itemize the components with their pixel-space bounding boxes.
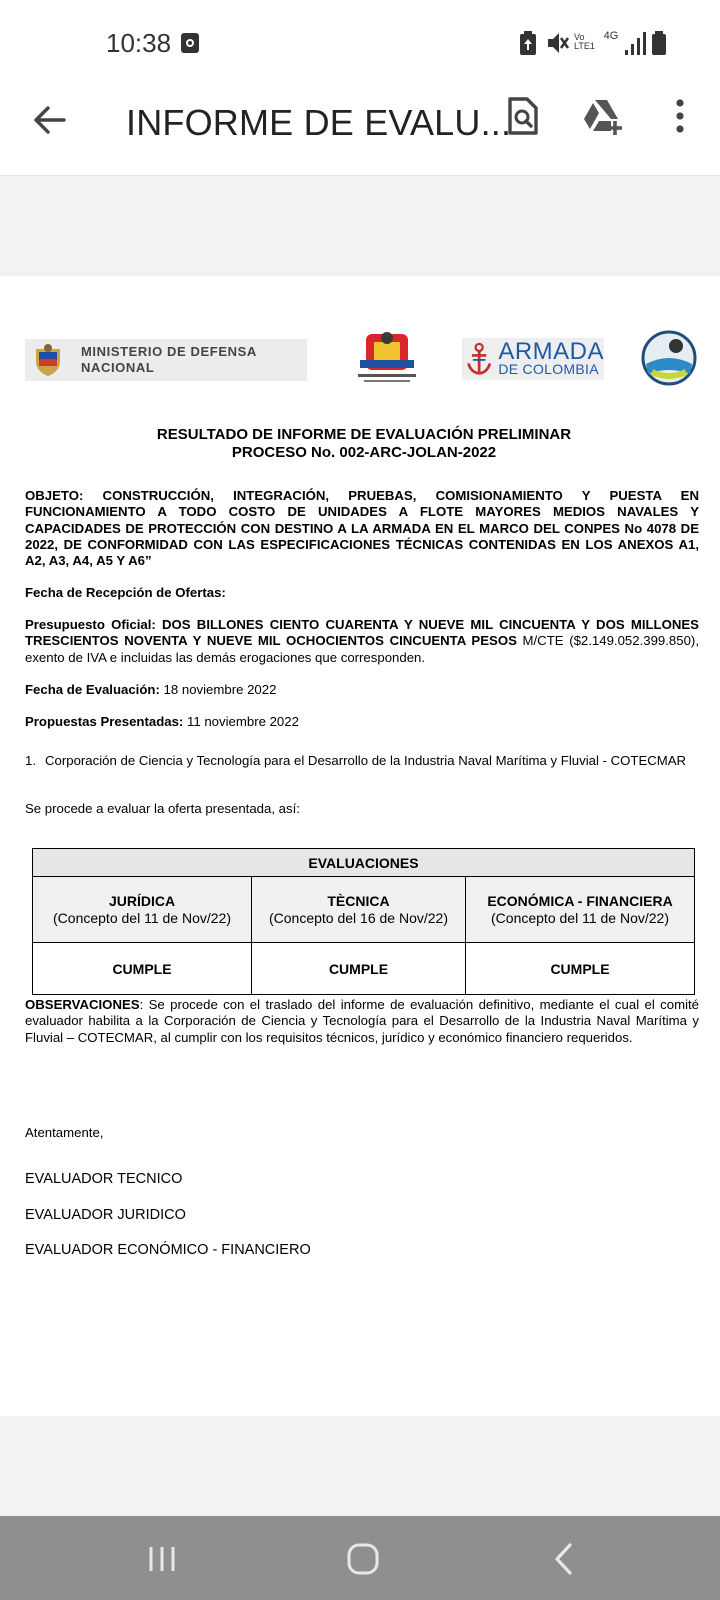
report-title-line-1: RESULTADO DE INFORME DE EVALUACIÓN PRELIMINAR — [156, 426, 572, 443]
ministerio-defensa-logo — [25, 339, 307, 381]
armada-logo-text-1: ARMADA — [498, 338, 604, 365]
battery-icon — [651, 30, 667, 56]
eval-result-tecnica: CUMPLE — [252, 943, 466, 995]
eval-category-name: ECONÓMICA - FINANCIERA — [487, 892, 673, 909]
oferente-name: Corporación de Ciencia y Tecnología para el Desarrollo de la Industria Naval Marítima y Fluvial - COTECMAR — [45, 753, 687, 768]
find-in-document-button[interactable] — [499, 92, 547, 140]
procede-text: Se procede a evaluar la oferta presentada, así: — [25, 801, 300, 816]
signal-icon — [624, 30, 646, 56]
armada-colombia-logo — [462, 338, 604, 380]
eval-category-concept: (Concepto del 16 de Nov/22) — [269, 909, 448, 926]
presupuesto-amount-detail: M/CTE ($2.149.052.399.850), exento de IVA e incluidas las demás erogaciones que corresponden. — [25, 633, 699, 665]
oferente-number: 1. — [25, 753, 36, 768]
observaciones-paragraph — [25, 997, 699, 1046]
fecha-evaluacion — [25, 682, 699, 698]
recent-apps-icon — [147, 1544, 177, 1574]
document-viewer-margin-top — [0, 176, 720, 276]
recent-apps-button[interactable] — [132, 1534, 192, 1584]
propuestas-label: Propuestas Presentadas: — [25, 714, 184, 729]
home-icon — [346, 1542, 380, 1576]
eval-category-concept: (Concepto del 11 de Nov/22) — [53, 909, 231, 926]
back-icon — [552, 1542, 576, 1576]
screenshot-indicator-icon — [180, 32, 200, 54]
status-bar — [0, 0, 720, 80]
eval-result-economica: CUMPLE — [466, 943, 695, 995]
fecha-evaluacion-value: 18 noviembre 2022 — [163, 682, 277, 697]
add-to-drive-icon — [583, 97, 625, 135]
evaluation-table-header: EVALUACIONES — [33, 849, 695, 877]
bicentenario-logo — [640, 330, 698, 386]
eval-category-juridica — [33, 877, 252, 943]
propuestas-presentadas — [25, 714, 699, 730]
volte-icon: Vo LTE1 — [574, 32, 595, 51]
document-viewer-margin-bottom — [0, 1416, 720, 1516]
4g-icon: 4G — [603, 30, 619, 42]
system-navigation-bar — [0, 1516, 720, 1600]
home-button[interactable] — [333, 1534, 393, 1584]
add-to-drive-button[interactable] — [580, 92, 628, 140]
eval-category-tecnica — [252, 877, 466, 943]
app-bar — [0, 80, 720, 176]
coat-of-arms-icon — [33, 343, 63, 377]
ministerio-logo-text: MINISTERIO DE DEFENSA NACIONAL — [81, 344, 257, 375]
fecha-recepcion-label: Fecha de Recepción de Ofertas: — [25, 585, 226, 600]
presupuesto-amount-words: DOS BILLONES CIENTO CUARENTA Y NUEVE MIL CINCUENTA Y DOS MILLONES TRESCIENTOS NOVENTA Y NUEVE MIL OCHOCIENTOS CINCUENTA PESOS — [25, 617, 699, 649]
observaciones-label: OBSERVACIONES — [25, 997, 140, 1012]
presupuesto-paragraph — [25, 617, 699, 666]
fuerzas-militares-logo — [350, 330, 424, 386]
status-time: 10:38 — [106, 28, 172, 58]
atentamente-text: Atentamente, — [25, 1125, 104, 1140]
back-button[interactable] — [28, 98, 72, 142]
more-vertical-icon — [674, 98, 686, 134]
propuestas-value: 11 noviembre 2022 — [187, 714, 299, 729]
nav-back-button[interactable] — [534, 1534, 594, 1584]
eval-category-name: JURÍDICA — [108, 892, 176, 909]
battery-saver-icon — [519, 30, 537, 56]
objeto-paragraph: OBJETO: CONSTRUCCIÓN, INTEGRACIÓN, PRUEBAS, COMISIONAMIENTO Y PUESTA EN FUNCIONAMIENTO A TODO COSTO DE UNIDADES A FLOTE MAYORES MEDIOS NAVALES Y CAPACIDADES DE PROTECCIÓN CON DESTINO A LA ARMADA EN EL MARCO DEL CONPES No 4078 DE 2022, DE CONFORMIDAD CON LAS ESPECIFICACIONES TÉCNICAS CONTENIDAS EN LOS ANEXOS A1, A2, A3, A4, A5 Y A6” — [25, 488, 699, 569]
eval-result-juridica: CUMPLE — [33, 943, 252, 995]
presupuesto-label: Presupuesto Oficial: — [25, 617, 156, 632]
fecha-evaluacion-label: Fecha de Evaluación: — [25, 682, 160, 697]
oferente-list-item — [25, 753, 699, 769]
document-search-icon — [506, 96, 540, 136]
firma-evaluador-economico: EVALUADOR ECONÓMICO - FINANCIERO — [25, 1242, 311, 1258]
document-page[interactable] — [0, 276, 720, 1416]
eval-category-economica — [466, 877, 695, 943]
document-title: INFORME DE EVALU... — [126, 102, 512, 143]
header-logos — [0, 336, 720, 396]
report-title — [0, 426, 720, 462]
observaciones-text: : Se procede con el traslado del informe de evaluación definitivo, mediante el cual el comité evaluador habilita a la Corporación de Ciencia y Tecnología para el Desarrollo de la Industria Naval Marítima y Fluvial – COTECMAR, al cumplir con los requisitos técnicos, jurídico y económico financiero requeridos. — [25, 997, 699, 1045]
eval-category-concept: (Concepto del 11 de Nov/22) — [491, 909, 669, 926]
arrow-left-icon — [28, 98, 72, 142]
evaluation-table — [32, 848, 695, 995]
armada-logo-text-2: DE COLOMBIA — [498, 361, 599, 377]
more-options-button[interactable] — [656, 92, 704, 140]
mute-icon — [546, 30, 570, 56]
firma-evaluador-juridico: EVALUADOR JURIDICO — [25, 1207, 186, 1223]
anchor-icon — [464, 340, 494, 378]
report-title-line-2: PROCESO No. 002-ARC-JOLAN-2022 — [231, 444, 497, 461]
firma-evaluador-tecnico: EVALUADOR TECNICO — [25, 1171, 183, 1187]
eval-category-name: TÈCNICA — [327, 892, 390, 909]
